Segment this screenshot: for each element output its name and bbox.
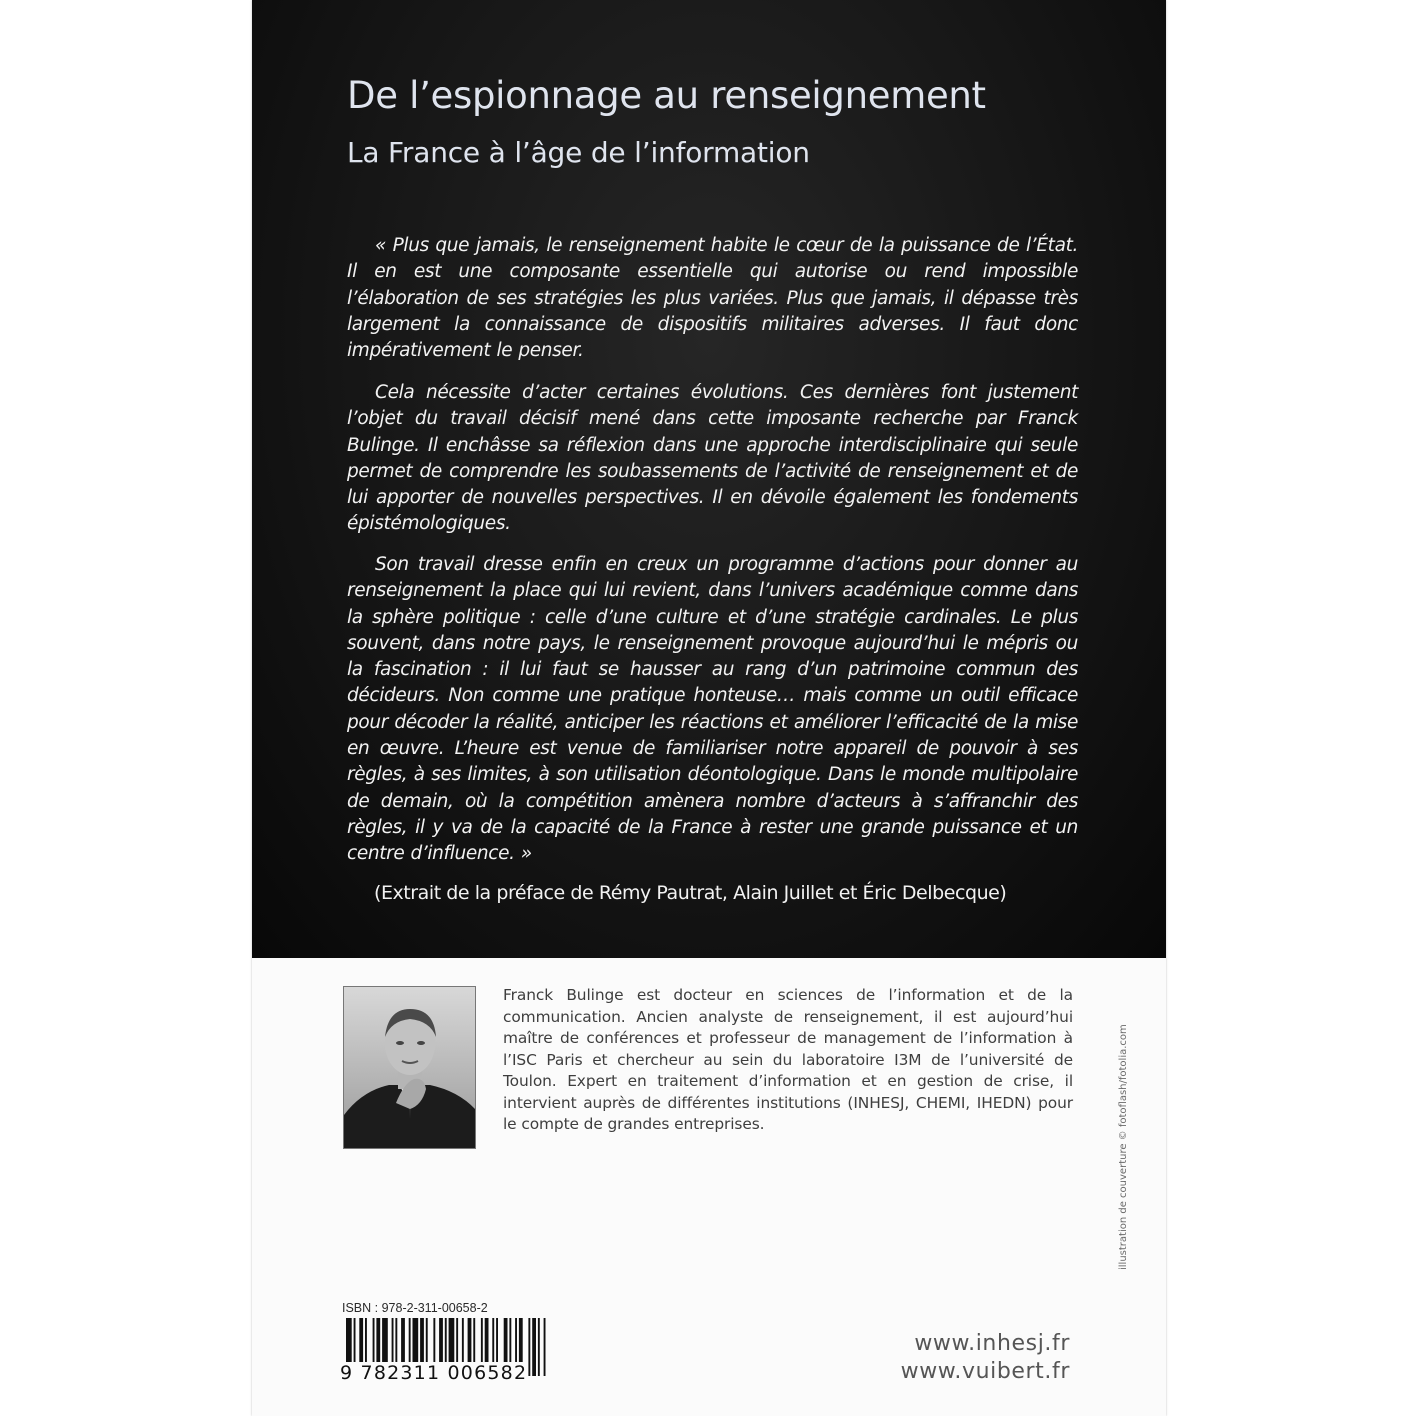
website-link-vuibert[interactable]: www.vuibert.fr	[900, 1359, 1070, 1384]
author-photo	[343, 986, 476, 1149]
book-subtitle: La France à l’âge de l’information	[347, 136, 810, 169]
barcode-number: 9 782311 006582	[340, 1362, 528, 1384]
author-bio: Franck Bulinge est docteur en sciences de l’information et de la communication. Ancien analyste de renseignement, il est aujourd’hui maître de conférences et professeur de management de l’information à l’ISC Paris et chercheur au sein du laboratoire I3M de l’université de Toulon. Expert en traitement d’information et en gestion de crise, il intervient auprès de différentes institutions (INHESJ, CHEMI, IHEDN) pour le compte de grandes entreprises.	[503, 986, 1073, 1133]
preface-credit: (Extrait de la préface de Rémy Pautrat, Alain Juillet et Éric Delbecque)	[374, 882, 1007, 904]
website-link-inhesj[interactable]: www.inhesj.fr	[914, 1331, 1070, 1356]
illustration-credit: illustration de couverture © fotoflash/fotolia.com	[1118, 1024, 1129, 1270]
book-title: De l’espionnage au renseignement	[347, 74, 986, 117]
back-cover	[252, 0, 1166, 1416]
blurb-paragraph-1: « Plus que jamais, le renseignement habite le cœur de la puissance de l’État. Il en est une composante essentielle qui autorise ou rend impossible l’élaboration de ses stratégies les plus variées. Plus que jamais, il dépasse très largement la connaissance de dispositifs militaires adverses. Il faut donc impérativement le penser.	[347, 235, 1078, 362]
isbn-label: ISBN : 978-2-311-00658-2	[342, 1301, 488, 1315]
dark-panel	[252, 0, 1166, 958]
blurb-paragraph-2: Cela nécessite d’acter certaines évolutions. Ces dernières font justement l’objet du travail décisif mené dans cette imposante recherche par Franck Bulinge. Il enchâsse sa réflexion dans une approche interdisciplinaire qui seule permet de comprendre les soubassements de l’activité de renseignement et de lui apporter de nouvelles perspectives. Il en dévoile également les fondements épistémologiques.	[347, 382, 1078, 535]
blurb-paragraph-3: Son travail dresse enfin en creux un programme d’actions pour donner au renseignement la place qui lui revient, dans l’univers académique comme dans la sphère politique : celle d’une culture et d’une stratégie cardinales. Le plus souvent, dans notre pays, le renseignement provoque aujourd’hui le mépris ou la fascination : il lui faut se hausser au rang d’un patrimoine commun des décideurs. Non comme une pratique honteuse… mais comme un outil efficace pour décoder la réalité, anticiper les réactions et améliorer l’efficacité de la mise en œuvre. L’heure est venue de familiariser notre appareil de pouvoir à ses règles, à ses limites, à son utilisation déontologique. Dans le monde multipolaire de demain, où la compétition amènera nombre d’acteurs à s’affranchir des règles, il y va de la capacité de la France à rester une grande puissance et un centre d’influence. »	[347, 554, 1078, 865]
author-portrait-icon	[344, 987, 475, 1148]
